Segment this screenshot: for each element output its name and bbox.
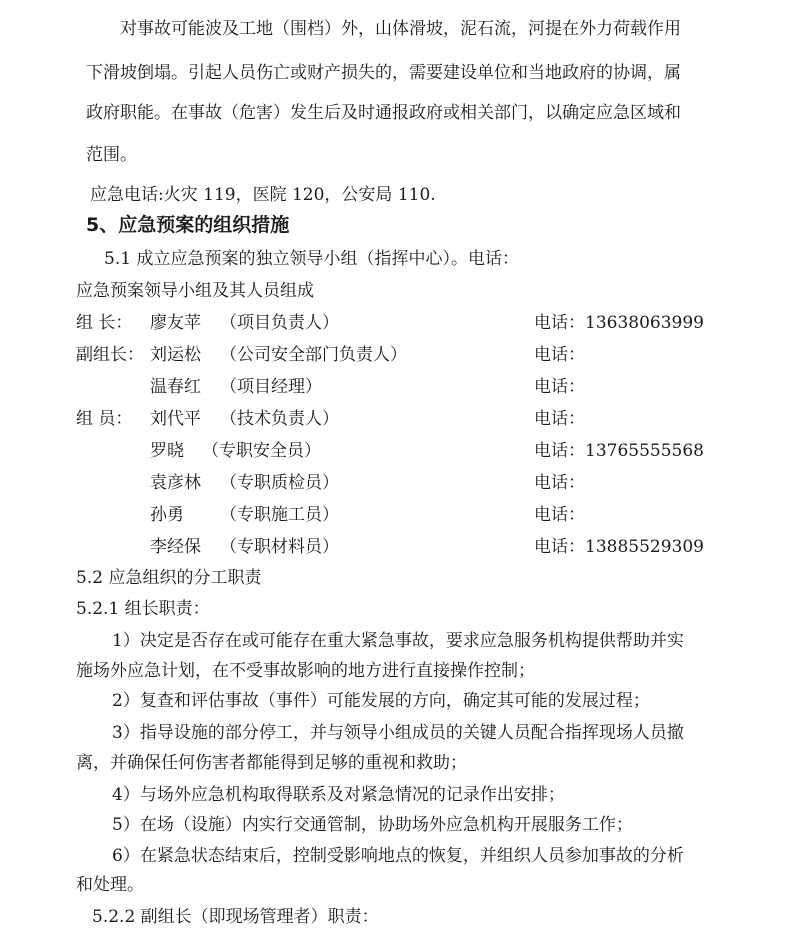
member-phone: 电话：13638063999 [534, 313, 704, 333]
duty-6-line-2: 和处理。 [76, 875, 144, 895]
member-position: （专职施工员） [220, 505, 339, 525]
duty-2: 2）复查和评估事故（事件）可能发展的方向，确定其可能的发展过程； [112, 691, 650, 711]
member-position: （专职材料员） [220, 537, 339, 557]
section-5-2-1: 5.2.1 组长职责： [76, 599, 210, 619]
intro-paragraph-line-3: 政府职能。在事故（危害）发生后及时通报政府或相关部门，以确定应急区域和 [86, 103, 681, 123]
member-position: （专职安全员） [202, 441, 321, 461]
member-name: 刘代平 [150, 409, 201, 429]
member-phone: 电话： [534, 377, 585, 397]
member-name: 刘运松 [150, 345, 201, 365]
member-name: 孙勇 [150, 505, 184, 525]
section-5-heading: 5、应急预案的组织措施 [86, 214, 290, 236]
member-role: 副组长： [76, 345, 144, 365]
duty-6-line-1: 6）在紧急状态结束后，控制受影响地点的恢复，并组织人员参加事故的分析 [112, 846, 684, 866]
member-position: （项目经理） [220, 377, 322, 397]
section-5-2-2: 5.2.2 副组长（即现场管理者）职责： [92, 907, 379, 927]
member-phone: 电话：13765555568 [534, 441, 704, 461]
intro-paragraph-line-4: 范围。 [86, 145, 137, 165]
member-name: 罗晓 [150, 441, 184, 461]
duty-4: 4）与场外应急机构取得联系及对紧急情况的记录作出安排； [112, 785, 565, 805]
member-position: （公司安全部门负责人） [220, 345, 407, 365]
duty-3-line-2: 离，并确保任何伤害者都能得到足够的重视和救助； [76, 753, 467, 773]
member-phone: 电话：13885529309 [534, 537, 704, 557]
emergency-phones: 应急电话:火灾 119，医院 120，公安局 110. [90, 185, 436, 205]
member-phone: 电话： [534, 345, 585, 365]
duty-3-line-1: 3）指导设施的部分停工，并与领导小组成员的关键人员配合指挥现场人员撤 [112, 723, 684, 743]
section-5-1: 5.1 成立应急预案的独立领导小组（指挥中心）。电话： [104, 249, 519, 269]
section-5-2: 5.2 应急组织的分工职责 [76, 568, 262, 588]
duty-5: 5）在场（设施）内实行交通管制，协助场外应急机构开展服务工作； [112, 815, 633, 835]
member-role: 组 长： [76, 313, 133, 333]
member-role: 组 员： [76, 409, 133, 429]
intro-paragraph-line-2: 下滑坡倒塌。引起人员伤亡或财产损失的，需要建设单位和当地政府的协调，属 [86, 63, 681, 83]
member-name: 温春红 [150, 377, 201, 397]
member-name: 廖友苹 [150, 313, 201, 333]
member-name: 李经保 [150, 537, 201, 557]
member-phone: 电话： [534, 505, 585, 525]
intro-paragraph-line-1: 对事故可能波及工地（围档）外，山体滑坡，泥石流，河提在外力荷载作用 [120, 19, 681, 39]
duty-1-line-1: 1）决定是否存在或可能存在重大紧急事故，要求应急服务机构提供帮助并实 [112, 631, 684, 651]
group-intro: 应急预案领导小组及其人员组成 [76, 281, 314, 301]
member-phone: 电话： [534, 473, 585, 493]
member-position: （技术负责人） [220, 409, 339, 429]
member-phone: 电话： [534, 409, 585, 429]
member-position: （专职质检员） [220, 473, 339, 493]
member-name: 袁彦林 [150, 473, 201, 493]
member-position: （项目负责人） [220, 313, 339, 333]
duty-1-line-2: 施场外应急计划，在不受事故影响的地方进行直接操作控制； [76, 661, 535, 681]
